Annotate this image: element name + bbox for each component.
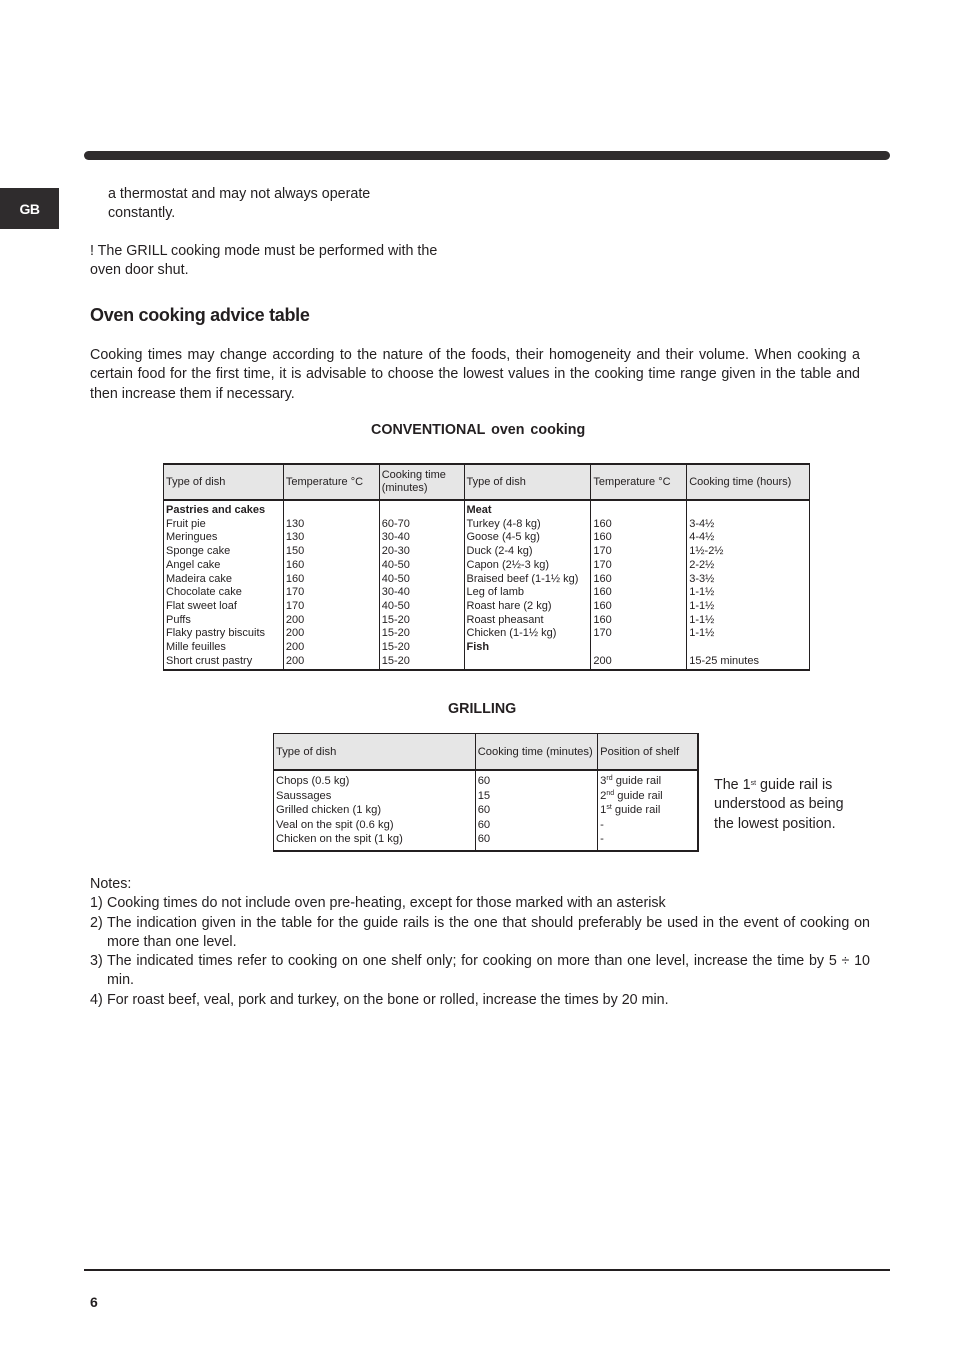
time-cell <box>687 500 810 670</box>
column-header: Cooking time (minutes) <box>475 734 597 771</box>
column-header: Cooking time (hours) <box>687 464 810 500</box>
column-header: Cooking time (minutes) <box>379 464 464 500</box>
notes-title: Notes: <box>90 876 132 892</box>
section-heading: Oven cooking advice table <box>90 305 310 325</box>
column-header: Temperature °C <box>283 464 379 500</box>
shelf-position: 3rd guide rail <box>600 775 662 787</box>
group-label-fish: Fish <box>466 641 490 654</box>
grilling-caption: GRILLING <box>448 701 517 717</box>
group-label-meat: Meat <box>466 504 492 516</box>
temperature-cell <box>591 500 687 670</box>
temperature-list: 160 160 170 170 160 160 160 160 170 200 <box>593 517 612 667</box>
conventional-caption: CONVENTIONAL oven cooking <box>371 422 586 438</box>
column-header: Temperature °C <box>591 464 687 500</box>
table-header-row <box>164 464 810 500</box>
note-item: 4) For roast beef, veal, pork and turkey, on the bone or rolled, increase the times by 20 min. <box>90 991 669 1008</box>
temperature-list: 130 130 150 160 160 170 170 200 200 200 200 <box>285 517 305 667</box>
shelf-position: 1st guide rail <box>600 804 661 816</box>
note-item: 1) Cooking times do not include oven pre-heating, except for those marked with an asterisk <box>90 895 666 912</box>
shelf-position: - <box>600 833 604 845</box>
dish-list: Chops (0.5 kg) Saussages Grilled chicken (1 kg) Veal on the spit (0.6 kg) Chicken on the spit (1 kg) <box>276 775 403 845</box>
time-cell <box>379 500 464 670</box>
notes-section <box>90 875 870 1010</box>
time-list: 3-4½ 4-4½ 1½-2½ 2-2½ 3-3½ 1-1½ 1-1½ 1-1½ 1-1½ 15-25 minutes <box>689 517 759 667</box>
grilling-table <box>273 733 699 852</box>
time-list: 60-70 30-40 20-30 40-50 40-50 30-40 40-50 15-20 15-20 15-20 15-20 <box>381 517 410 667</box>
intro-text: a thermostat and may not always operate constantly. <box>108 186 371 222</box>
temperature-cell <box>283 500 379 670</box>
note-item: 3) The indicated times refer to cooking on one shelf only; for cooking on more than one level, increase the time by 5 ÷ 10 min. <box>90 953 870 989</box>
table-header-row <box>274 734 699 771</box>
column-header: Position of shelf <box>598 734 698 771</box>
dish-cell <box>274 770 476 851</box>
column-header: Type of dish <box>164 464 284 500</box>
bottom-rule <box>84 1269 890 1271</box>
time-cell <box>475 770 597 851</box>
table-row <box>274 770 699 851</box>
table-row <box>164 500 810 670</box>
dish-cell <box>464 500 591 670</box>
conventional-table <box>163 463 810 671</box>
shelf-cell <box>598 770 698 851</box>
shelf-position: 2nd guide rail <box>600 789 663 802</box>
dish-list: Turkey (4-8 kg) Goose (4-5 kg) Duck (2-4 kg) Capon (2½-3 kg) Braised beef (1-1½ kg) Leg of lamb Roast hare (2 kg) Roast pheasant Chicken (1-1½ kg) <box>466 517 579 640</box>
note-item: 2) The indication given in the table for the guide rails is the one that should preferably be used in the event of cooking on more than one level. <box>90 914 870 950</box>
language-tab: GB <box>0 188 59 229</box>
grill-warning: ! The GRILL cooking mode must be performed with the oven door shut. <box>90 243 438 279</box>
shelf-position: - <box>600 818 604 831</box>
column-header: Type of dish <box>274 734 476 771</box>
intro-paragraph: Cooking times may change according to the nature of the foods, their homogeneity and their volume. When cooking a certain food for the first time, it is advisable to choose the lowest values in the cooking time range given in the table and then increase them if necessary. <box>90 347 860 402</box>
guide-rail-note: The 1st guide rail is understood as being the lowest position. <box>714 777 844 832</box>
page-number: 6 <box>90 1294 98 1310</box>
dish-list: Fruit pie Meringues Sponge cake Angel cake Madeira cake Chocolate cake Flat sweet loaf Puffs Flaky pastry biscuits Mille feuilles Short crust pastry <box>166 517 266 667</box>
dish-cell <box>164 500 284 670</box>
top-rule <box>84 151 890 160</box>
time-list: 60 15 60 60 60 <box>477 775 491 845</box>
group-label-pastries: Pastries and cakes <box>166 504 266 516</box>
column-header: Type of dish <box>464 464 591 500</box>
